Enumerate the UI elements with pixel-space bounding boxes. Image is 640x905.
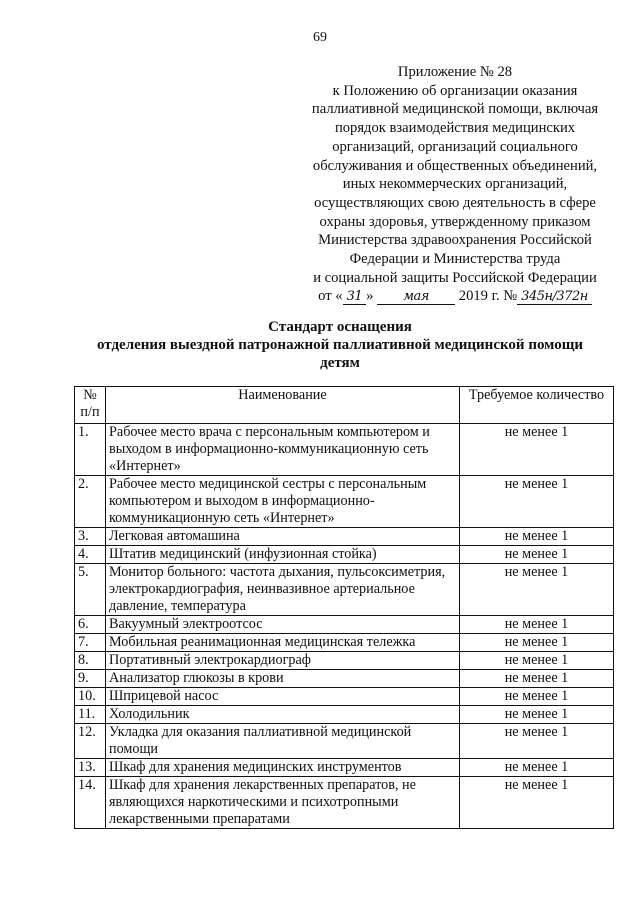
title-line-3: детям — [320, 355, 360, 371]
row-name: Портативный электрокардиограф — [106, 652, 460, 670]
appendix-line: Министерства здравоохранения Российской — [318, 232, 592, 249]
row-number: 8. — [75, 652, 106, 670]
row-name: Монитор больного: частота дыхания, пульсоксиметрия, электрокардиография, неинвазивное артериальное давление, температура — [106, 564, 460, 616]
appendix-line: осуществляющих свою деятельность в сфере — [314, 194, 596, 211]
table-row — [75, 616, 614, 634]
appendix-line: к Положению об организации оказания — [332, 82, 578, 99]
appendix-line: порядок взаимодействия медицинских — [334, 120, 576, 137]
row-name: Вакуумный электроотсос — [106, 616, 460, 634]
table-row — [75, 759, 614, 777]
document-title — [60, 318, 620, 372]
equipment-table — [74, 386, 614, 829]
row-number: 10. — [75, 688, 106, 706]
handwritten-order-number: 345н/372н — [517, 289, 592, 305]
header-quantity: Требуемое количество — [460, 387, 614, 424]
table-row — [75, 777, 614, 829]
appendix-line: Приложение № 28 — [397, 64, 513, 80]
date-prefix: от « — [318, 288, 343, 305]
table-row — [75, 546, 614, 564]
table-row — [75, 652, 614, 670]
row-quantity: не менее 1 — [460, 476, 614, 528]
date-mid: » — [366, 288, 374, 305]
table-header-row — [75, 387, 614, 424]
row-number: 7. — [75, 634, 106, 652]
title-line-1: Стандарт оснащения — [268, 319, 412, 335]
appendix-header — [296, 63, 614, 306]
appendix-line: и социальной защиты Российской Федерации — [313, 269, 597, 286]
row-quantity: не менее 1 — [460, 724, 614, 759]
title-line-2: отделения выездной патронажной паллиативной медицинской помощи — [96, 337, 583, 353]
table-row — [75, 476, 614, 528]
row-quantity: не менее 1 — [460, 759, 614, 777]
row-name: Шкаф для хранения лекарственных препаратов, не являющихся наркотическими и психотропными лекарственными препаратами — [106, 777, 460, 829]
row-number: 5. — [75, 564, 106, 616]
appendix-line: обслуживания и общественных объединений, — [312, 157, 598, 174]
date-year: 2019 г. № — [458, 288, 518, 305]
row-number: 3. — [75, 528, 106, 546]
row-quantity: не менее 1 — [460, 688, 614, 706]
table-row — [75, 670, 614, 688]
row-name: Шприцевой насос — [106, 688, 460, 706]
row-number: 14. — [75, 777, 106, 829]
row-quantity: не менее 1 — [460, 424, 614, 476]
row-quantity: не менее 1 — [460, 634, 614, 652]
header-name: Наименование — [106, 387, 460, 424]
row-number: 11. — [75, 706, 106, 724]
row-quantity: не менее 1 — [460, 706, 614, 724]
row-name: Холодильник — [106, 706, 460, 724]
row-number: 4. — [75, 546, 106, 564]
row-number: 13. — [75, 759, 106, 777]
handwritten-month: мая — [377, 289, 455, 305]
order-date-line — [296, 287, 614, 306]
row-name: Штатив медицинский (инфузионная стойка) — [106, 546, 460, 564]
row-quantity: не менее 1 — [460, 528, 614, 546]
table-row — [75, 634, 614, 652]
row-number: 9. — [75, 670, 106, 688]
appendix-line: Федерации и Министерства труда — [349, 251, 561, 268]
header-number: № п/п — [75, 387, 106, 424]
table-row — [75, 706, 614, 724]
row-quantity: не менее 1 — [460, 670, 614, 688]
table-row — [75, 528, 614, 546]
row-quantity: не менее 1 — [460, 616, 614, 634]
row-name: Рабочее место медицинской сестры с персональным компьютером и выходом в информационно-коммуникационную сеть «Интернет» — [106, 476, 460, 528]
row-quantity: не менее 1 — [460, 652, 614, 670]
row-name: Рабочее место врача с персональным компьютером и выходом в информационно-коммуникационную сеть «Интернет» — [106, 424, 460, 476]
table-row — [75, 564, 614, 616]
row-name: Укладка для оказания паллиативной медицинской помощи — [106, 724, 460, 759]
handwritten-day: 31 — [343, 289, 367, 305]
row-quantity: не менее 1 — [460, 546, 614, 564]
row-number: 6. — [75, 616, 106, 634]
appendix-line: охраны здоровья, утвержденному приказом — [319, 213, 591, 230]
page-number: 69 — [313, 30, 327, 45]
row-number: 12. — [75, 724, 106, 759]
row-name: Анализатор глюкозы в крови — [106, 670, 460, 688]
row-name: Мобильная реанимационная медицинская тележка — [106, 634, 460, 652]
appendix-line: иных некоммерческих организаций, — [342, 176, 568, 193]
table-row — [75, 424, 614, 476]
row-quantity: не менее 1 — [460, 564, 614, 616]
appendix-line: организаций, организаций социального — [332, 138, 578, 155]
row-number: 2. — [75, 476, 106, 528]
table-row — [75, 724, 614, 759]
row-name: Шкаф для хранения медицинских инструментов — [106, 759, 460, 777]
row-quantity: не менее 1 — [460, 777, 614, 829]
row-name: Легковая автомашина — [106, 528, 460, 546]
row-number: 1. — [75, 424, 106, 476]
table-row — [75, 688, 614, 706]
appendix-line: паллиативной медицинской помощи, включая — [311, 101, 599, 118]
